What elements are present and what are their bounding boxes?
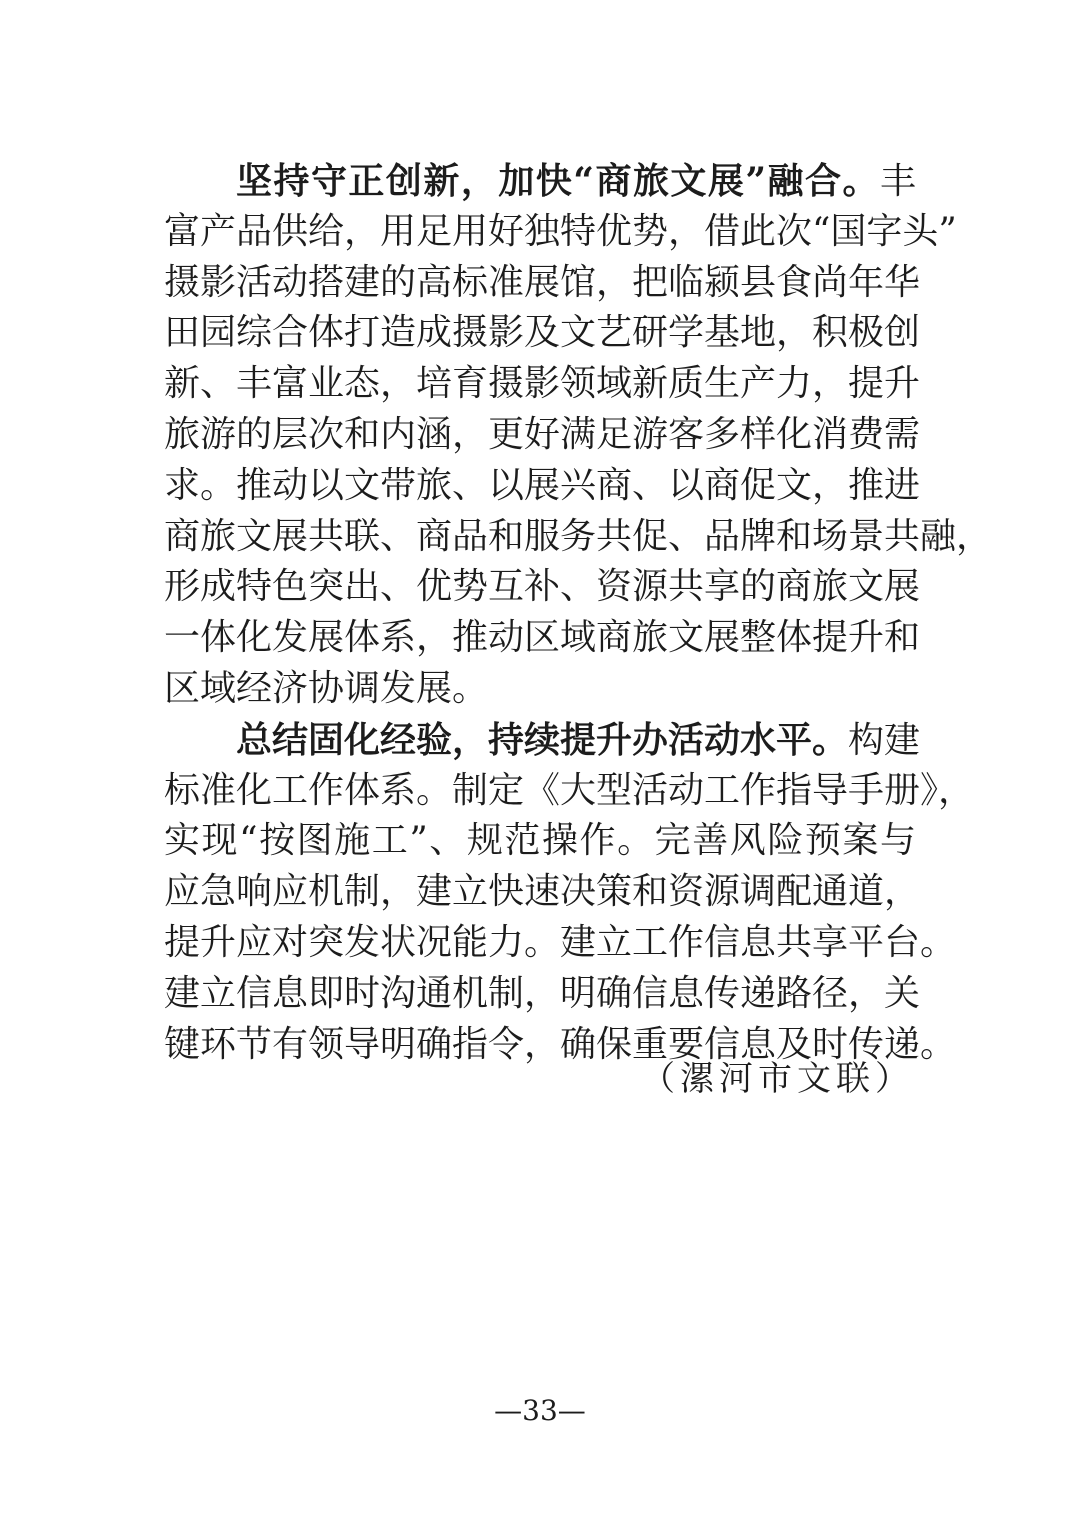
paragraph-1-line-8: 商旅文展共联、商品和服务共促、品牌和场景共融， (164, 515, 993, 557)
paragraph-1-line-7: 求。推动以文带旅、以展兴商、以商促文，推进 (164, 464, 921, 506)
paragraph-2-line-1-text: 构建 (848, 719, 921, 761)
paragraph-1-line-9: 形成特色突出、优势互补、资源共享的商旅文展 (164, 566, 921, 608)
paragraph-2-line-1 (164, 715, 921, 766)
paragraph-2-line-6: 建立信息即时沟通机制，明确信息传递路径，关 (164, 972, 921, 1014)
paragraph-1-line-4: 田园综合体打造成摄影及文艺研学基地，积极创 (164, 312, 921, 354)
author-signature: （漯河市文联） (641, 1059, 914, 1099)
body-text (164, 156, 993, 1070)
paragraph-2-line-2: 标准化工作体系。制定《大型活动工作指导手册》， (164, 769, 975, 811)
paragraph-1-line-3: 摄影活动搭建的高标准展馆，把临颍县食尚年华 (164, 261, 921, 303)
paragraph-1-line-11: 区域经济协调发展。 (164, 667, 489, 709)
paragraph-1-line-1 (164, 156, 916, 207)
paragraph-2-line-4: 应急响应机制，建立快速决策和资源调配通道， (164, 871, 921, 913)
paragraph-1-line-2: 富产品供给，用足用好独特优势，借此次“国字头” (164, 210, 957, 252)
paragraph-1-lead: 坚持守正创新，加快“商旅文展”融合。 (236, 160, 880, 202)
paragraph-2-line-7: 键环节有领导明确指令，确保重要信息及时传递。 (164, 1023, 957, 1065)
paragraph-2-line-3: 实现“按图施工”、规范操作。完善风险预案与 (164, 820, 916, 862)
paragraph-2-line-5: 提升应对突发状况能力。建立工作信息共享平台。 (164, 921, 957, 963)
paragraph-1-line-10: 一体化发展体系，推动区域商旅文展整体提升和 (164, 617, 921, 659)
page-number: —33— (494, 1394, 586, 1427)
paragraph-1-line-5: 新、丰富业态，培育摄影领域新质生产力，提升 (164, 363, 921, 405)
paragraph-1-line-6: 旅游的层次和内涵，更好满足游客多样化消费需 (164, 413, 921, 455)
paragraph-2-lead: 总结固化经验，持续提升办活动水平。 (236, 718, 849, 761)
paragraph-1-line-1-text: 丰 (879, 161, 916, 202)
